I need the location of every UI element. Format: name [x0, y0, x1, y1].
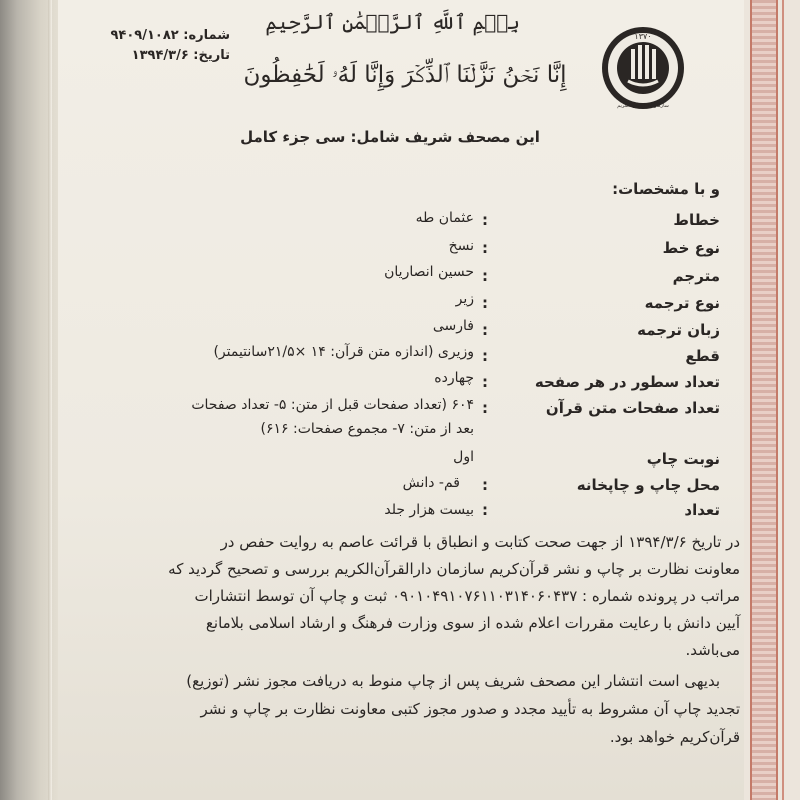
- dar-al-quran-emblem-icon: [600, 25, 686, 111]
- spec-label: تعداد سطور در هر صفحه: [534, 373, 720, 391]
- spec-colon: :: [482, 239, 488, 257]
- spec-colon: :: [482, 476, 488, 494]
- spec-label: نوع خط: [662, 239, 720, 257]
- spec-colon: :: [482, 321, 488, 339]
- paragraph-line: معاونت نظارت بر چاپ و نشر قرآن‌کریم سازمان دارالقرآن‌الکریم بررسی و تصحیح گردید که: [168, 560, 740, 578]
- page-decorative-border: [744, 0, 800, 800]
- spec-value: قم- دانش: [402, 475, 460, 491]
- spec-value: بیست هزار جلد: [384, 502, 474, 518]
- paragraph-line: آیین دانش با رعایت مقررات اعلام شده از سوی وزارت فرهنگ و ارشاد اسلامی بلامانع: [205, 614, 740, 632]
- quran-verse-calligraphy: إِنَّا نَحۡنُ نَزَّلۡنَا ٱلذِّكۡرَ وَإِنَّا لَهُۥ لَحَٰفِظُونَ: [243, 62, 567, 88]
- spec-colon: :: [482, 267, 488, 285]
- logo-caption: سازمان دارالقرآن الکریم: [617, 103, 669, 109]
- paragraph-line: قرآن‌کریم خواهد بود.: [609, 728, 740, 746]
- spec-label: خطاط: [673, 211, 720, 229]
- paragraph-line: بدیهی است انتشار این مصحف شریف پس از چاپ منوط به دریافت مجوز نشر (توزیع): [186, 672, 720, 690]
- spec-value: حسین انصاریان: [384, 264, 474, 280]
- spec-colon: :: [482, 501, 488, 519]
- spec-colon: :: [482, 347, 488, 365]
- spec-value: فارسی: [432, 318, 474, 334]
- specifications-intro: و با مشخصات:: [612, 180, 720, 198]
- book-spine-edge: [0, 0, 58, 800]
- spec-colon: :: [482, 294, 488, 312]
- spec-label: نوع ترجمه: [644, 294, 720, 312]
- spec-label: مترجم: [672, 267, 720, 285]
- spec-value: اول: [453, 449, 474, 465]
- spec-colon: :: [482, 211, 488, 229]
- spec-label: نوبت چاپ: [646, 450, 720, 468]
- paragraph-line: در تاریخ ۱۳۹۴/۳/۶ از جهت صحت کتابت و انطباق با قرائت عاصم به روایت حفص در: [220, 533, 740, 551]
- spec-value: عثمان طه: [415, 210, 474, 226]
- bismillah-calligraphy: بِسۡمِ ٱللَّهِ ٱلرَّحۡمَٰنِ ٱلرَّحِيمِ: [265, 10, 520, 34]
- logo-year: ۱۳۷۰: [634, 32, 652, 41]
- spec-value: نسخ: [448, 238, 474, 254]
- spec-value-continued: بعد از متن: ۷- مجموع صفحات: ۶۱۶): [260, 421, 474, 437]
- spec-colon: :: [482, 373, 488, 391]
- spec-label: تعداد: [684, 501, 720, 519]
- spec-label: زبان ترجمه: [637, 321, 720, 339]
- spec-value: چهارده: [434, 370, 474, 386]
- spec-value: زیر: [455, 291, 474, 307]
- paragraph-line: تجدید چاپ آن مشروط به تأیید مجدد و صدور مجوز کتبی معاونت نظارت بر چاپ و نشر: [200, 700, 740, 718]
- mushaf-contents-title: این مصحف شریف شامل: سی جزء کامل: [240, 128, 540, 146]
- spec-label: قطع: [685, 347, 720, 365]
- paragraph-line: مراتب در پرونده شماره : ۰۹۰۱۰۴۹۱۰۷۶۱۱۰۳۱۴۰۶۰۴۳۷ ثبت و چاپ آن توسط انتشارات: [194, 587, 740, 605]
- spec-value: ۶۰۴ (تعداد صفحات قبل از متن: ۵- تعداد صفحات: [191, 397, 474, 413]
- reference-number: شماره: ۹۴۰۹/۱۰۸۲: [110, 28, 230, 43]
- reference-date: تاریخ: ۱۳۹۴/۳/۶: [131, 48, 230, 63]
- spec-colon: :: [482, 399, 488, 417]
- paragraph-line: می‌باشد.: [685, 641, 740, 659]
- spec-label: تعداد صفحات متن قرآن: [545, 399, 720, 417]
- spec-label: محل چاپ و چاپخانه: [576, 476, 720, 494]
- spec-value: وزیری (اندازه متن قرآن: ۱۴ ×۲۱/۵سانتیمتر): [213, 344, 474, 360]
